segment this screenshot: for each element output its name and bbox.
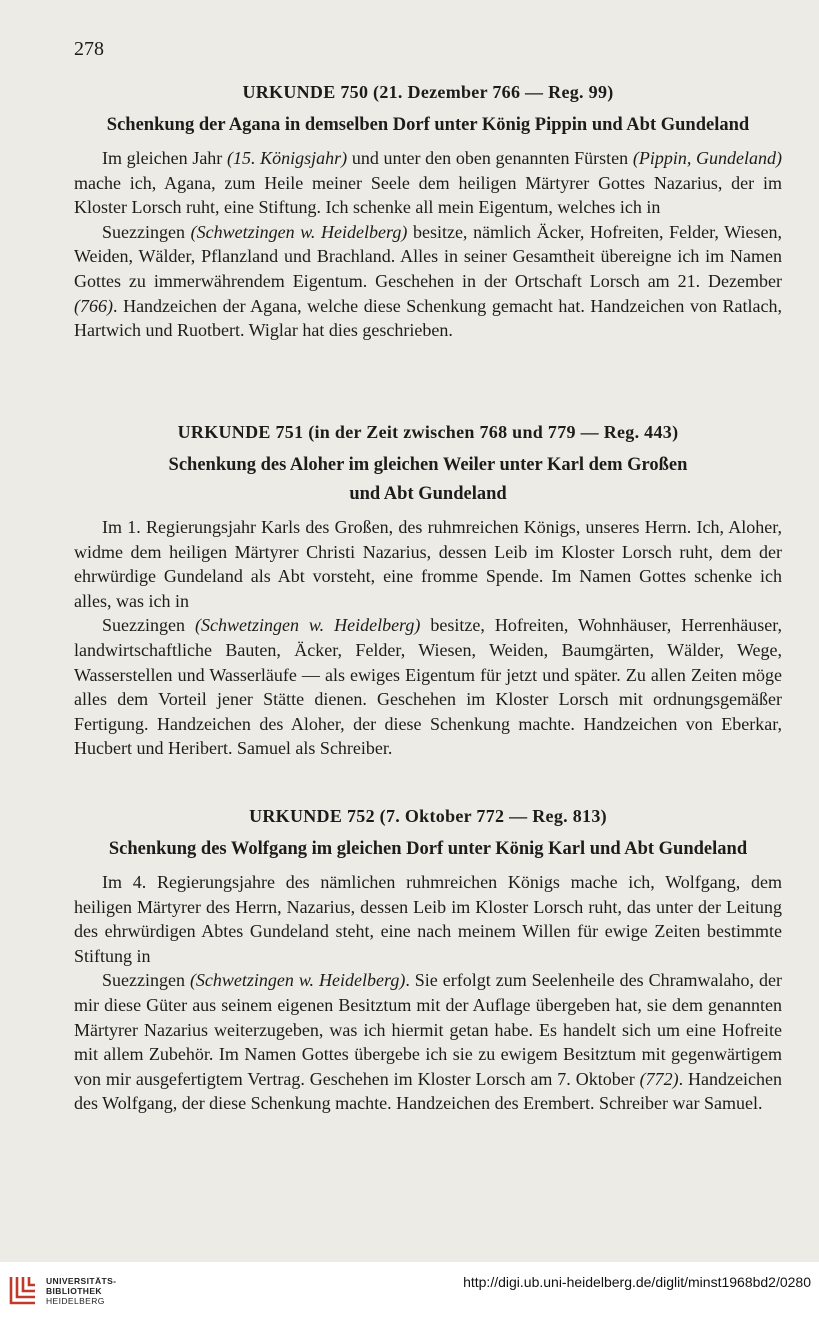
text-run: Suezzingen — [102, 221, 191, 242]
title-line: und Abt Gundeland — [349, 484, 507, 504]
paragraph — [74, 515, 782, 613]
page-number: 278 — [74, 38, 104, 60]
logo-mark — [11, 1277, 35, 1303]
document-title — [74, 835, 782, 864]
text-run: . Handzeichen der Agana, welche diese Schenkung gemacht hat. Handzeichen von Ratlach, Hartwich und Ruotbert. Wiglar hat dies geschrieben. — [74, 295, 782, 341]
library-line: UNIVERSITÄTS- — [46, 1276, 117, 1286]
text-run: . Sie erfolgt zum Seelenheile des Chramwalaho, der mir diese Güter aus seinem eigenen Besitztum mit der Auflage übergeben hat, sie dem genannten Märtyrer Nazarius weiterzugeben, was ich hiermit getan habe. Es handelt sich um eine Hofreite mit allem Zubehör. Im Namen Gottes übergebe ich sie zu ewigem Besitztum mit gegenwärtigem von mir ausgefertigtem Vertrag. Geschehen im Kloster Lorsch am 7. Oktober — [74, 970, 782, 1089]
text-run: besitze, Hofreiten, Wohnhäuser, Herrenhäuser, landwirtschaftliche Bauten, Äcker, Felder, Wiesen, Weiden, Baumgärten, Wälder, Wege, Wasserstellen und Wasserläufe — als ewiges Eigentum für jetzt und später. Zu allen Zeiten möge alles dem Vorteil jener Stätte dienen. Geschehen im Kloster Lorsch mit ordnungsgemäßer Fertigung. Handzeichen des Aloher, der diese Schenkung machte. Handzeichen von Eberkar, Hucbert und Heribert. Samuel als Schreiber. — [74, 615, 783, 759]
source-url[interactable]: http://digi.ub.uni-heidelberg.de/diglit/minst1968bd2/0280 — [463, 1274, 811, 1290]
italic-annotation: (Pippin, Gundeland) — [632, 148, 782, 168]
title-line: Schenkung der Agana in demselben Dorf unter König Pippin und Abt Gundeland — [106, 115, 750, 135]
document-heading: URKUNDE 750 (21. Dezember 766 — Reg. 99) — [242, 82, 614, 102]
paragraph — [74, 220, 782, 343]
footer-bar — [0, 1262, 819, 1323]
text-run: Im 4. Regierungsjahre des nämlichen ruhmreichen Königs mache ich, Wolfgang, dem heiligen Märtyrer des Herrn, Nazarius, dessen Leib im Kloster Lorsch ruht, das unter der Leitung des ehrwürdigen Abtes Gundeland steht, eine nach meinem Willen für ewige Zeiten bestimmte Stiftung in — [74, 872, 782, 966]
paragraph — [74, 613, 782, 761]
document-body — [74, 870, 782, 1116]
text-run: und unter den oben genannten Fürsten — [347, 148, 633, 168]
library-line: BIBLIOTHEK — [46, 1286, 102, 1296]
library-name — [46, 1276, 116, 1306]
text-run: Suezzingen — [102, 615, 195, 636]
urkunde-750 — [74, 82, 782, 343]
italic-annotation: (Schwetzingen w. Heidelberg) — [190, 221, 408, 242]
document-body — [74, 515, 782, 761]
italic-annotation: (Schwetzingen w. Heidelberg) — [194, 615, 421, 636]
paragraph — [74, 146, 782, 220]
text-run: . Handzeichen des Wolfgang, der diese Schenkung machte. Handzeichen des Erembert. Schreiber war Samuel. — [74, 1068, 782, 1114]
paragraph — [74, 968, 782, 1116]
library-logo-icon — [8, 1273, 38, 1307]
text-run: besitze, nämlich Äcker, Hofreiten, Felder, Wiesen, Weiden, Wälder, Pflanzland und Brachland. Alles in seiner Gesamtheit übereigne ich im Namen Gottes zu immerwährendem Eigentum. Geschehen in der Ortschaft Lorsch am 21. Dezember — [74, 221, 782, 291]
urkunde-752 — [74, 806, 782, 1116]
italic-annotation: (15. Königsjahr) — [226, 148, 348, 168]
text-run: mache ich, Agana, zum Heile meiner Seele dem heiligen Märtyrer Gottes Nazarius, der im Kloster Lorsch ruht, eine Stiftung. Ich schenke all mein Eigentum, welches ich in — [74, 172, 782, 218]
text-run: Im 1. Regierungsjahr Karls des Großen, des ruhmreichen Königs, unseres Herrn. Ich, Aloher, widme dem heiligen Märtyrer Christi Nazarius, dessen Leib im Kloster Lorsch ruht, dem der ehrwürdige Gundeland als Abt vorsteht, eine fromme Spende. Im Namen Gottes schenke ich alles, was ich in — [74, 517, 782, 611]
italic-annotation: (766) — [74, 295, 113, 316]
document-title — [74, 111, 782, 140]
library-line: HEIDELBERG — [46, 1296, 105, 1306]
urkunde-751 — [74, 422, 782, 761]
document-body — [74, 146, 782, 343]
title-line: Schenkung des Wolfgang im gleichen Dorf unter König Karl und Abt Gundeland — [108, 839, 748, 859]
text-run: Suezzingen — [102, 970, 190, 991]
italic-annotation: (772) — [639, 1068, 679, 1089]
document-title — [74, 451, 782, 509]
document-heading: URKUNDE 751 (in der Zeit zwischen 768 und 779 — Reg. 443) — [177, 422, 679, 442]
italic-annotation: (Schwetzingen w. Heidelberg) — [189, 970, 406, 991]
text-run: Im gleichen Jahr — [102, 148, 227, 168]
title-line: Schenkung des Aloher im gleichen Weiler unter Karl dem Großen — [168, 455, 688, 475]
document-heading: URKUNDE 752 (7. Oktober 772 — Reg. 813) — [249, 806, 607, 826]
paragraph — [74, 870, 782, 968]
